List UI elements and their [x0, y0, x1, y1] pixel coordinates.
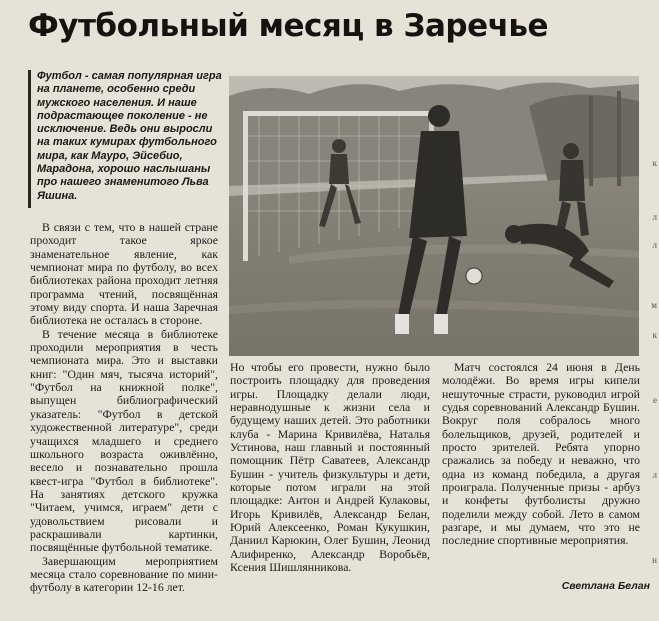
adjacent-column-fragment: л [652, 212, 657, 222]
article-lead: Футбол - самая популярная игра на планете, особенно среди мужского населения. И наше подрастающее поколение - не исключение. Ведь они выросли на таких кумирах футбольного мира, как Мауро, Эйсебио, Марадона, хорошо наслышаны про нашего знаменитого Льва Яшина. [28, 70, 223, 208]
football-photo-image [229, 76, 639, 356]
article-title: Футбольный месяц в Заречье [28, 8, 549, 44]
article-column-2 [230, 361, 430, 575]
paragraph: Завершающим мероприятием месяца стало соревнование по мини-футболу в категории 12-16 лет. [30, 553, 218, 595]
paragraph: Матч состоялся 24 июня в День молодёжи. Во время игры кипели нешуточные страсти, руководил игрой судья соревнований Александр Бушин. Вокруг поля собралось много болельщиков, друзей, родителей и просто зрителей. Ребята упорно сражались за победу и неважно, что одна из команд победила, а другая проиграла. Полученные призы - арбуз и конфеты футболисты дружно поделили между собой. Лето в самом разгаре, и мы думаем, что это не последние спортивные мероприятия. [442, 360, 640, 548]
author-byline: Светлана Белан [561, 580, 650, 592]
adjacent-column-fragment: к [652, 330, 657, 340]
adjacent-column-fragment: л [652, 470, 657, 480]
paragraph: Но чтобы его провести, нужно было построить площадку для проведения игры. Площадку делали люди, неравнодушные к жизни села и будущему наших детей. Это работники клуба - Марина Кривилёва, Наталья Устинова, наш главный и постоянный помощник Пётр Саватеев, Александр Бушин - учитель физкультуры и дети, которые потом играли на этой площадке: Антон и Андрей Кулаковы, Игорь Кривилёв, Александр Белан, Юрий Алексеенко, Роман Кукушкин, Даниил Карюкин, Олег Бушин, Леонид Алифиренко, Александр Воробьёв, Ксения Шишлянникова. [230, 360, 430, 575]
article-column-1 [30, 221, 218, 595]
adjacent-column-fragment: н [652, 555, 657, 565]
adjacent-column-fragment: л [652, 240, 657, 250]
adjacent-column-fragment: к [652, 158, 657, 168]
paragraph: В течение месяца в библиотеке проходили мероприятия в честь чемпионата мира. Это и выставки книг: "Один мяч, тысяча историй", "Футбол на книжной полке", выпущен библиографический указатель: "Футбол в детской художественной литературе", среди учащихся младшего и среднего школьного возраста оживлённо, весело и познавательно прошла квест-игра "Футбол в библиотеке". На занятиях детского кружка "Читаем, учимся, играем" дети с удовольствием рисовали и раскрашивали картинки, посвящённые футбольной тематике. [30, 326, 218, 555]
article-column-3 [442, 361, 640, 548]
football-photo [229, 76, 639, 356]
adjacent-column-fragment: е [653, 395, 657, 405]
adjacent-column-fragment: м [651, 300, 657, 310]
paragraph: В связи с тем, что в нашей стране проходит такое яркое знаменательное явление, как чемпионат мира по футболу, во всех библиотеках района проходит летняя программа чтений, посвящённая этому виду спорта. И наша Заречная библиотека не осталась в стороне. [30, 220, 218, 328]
